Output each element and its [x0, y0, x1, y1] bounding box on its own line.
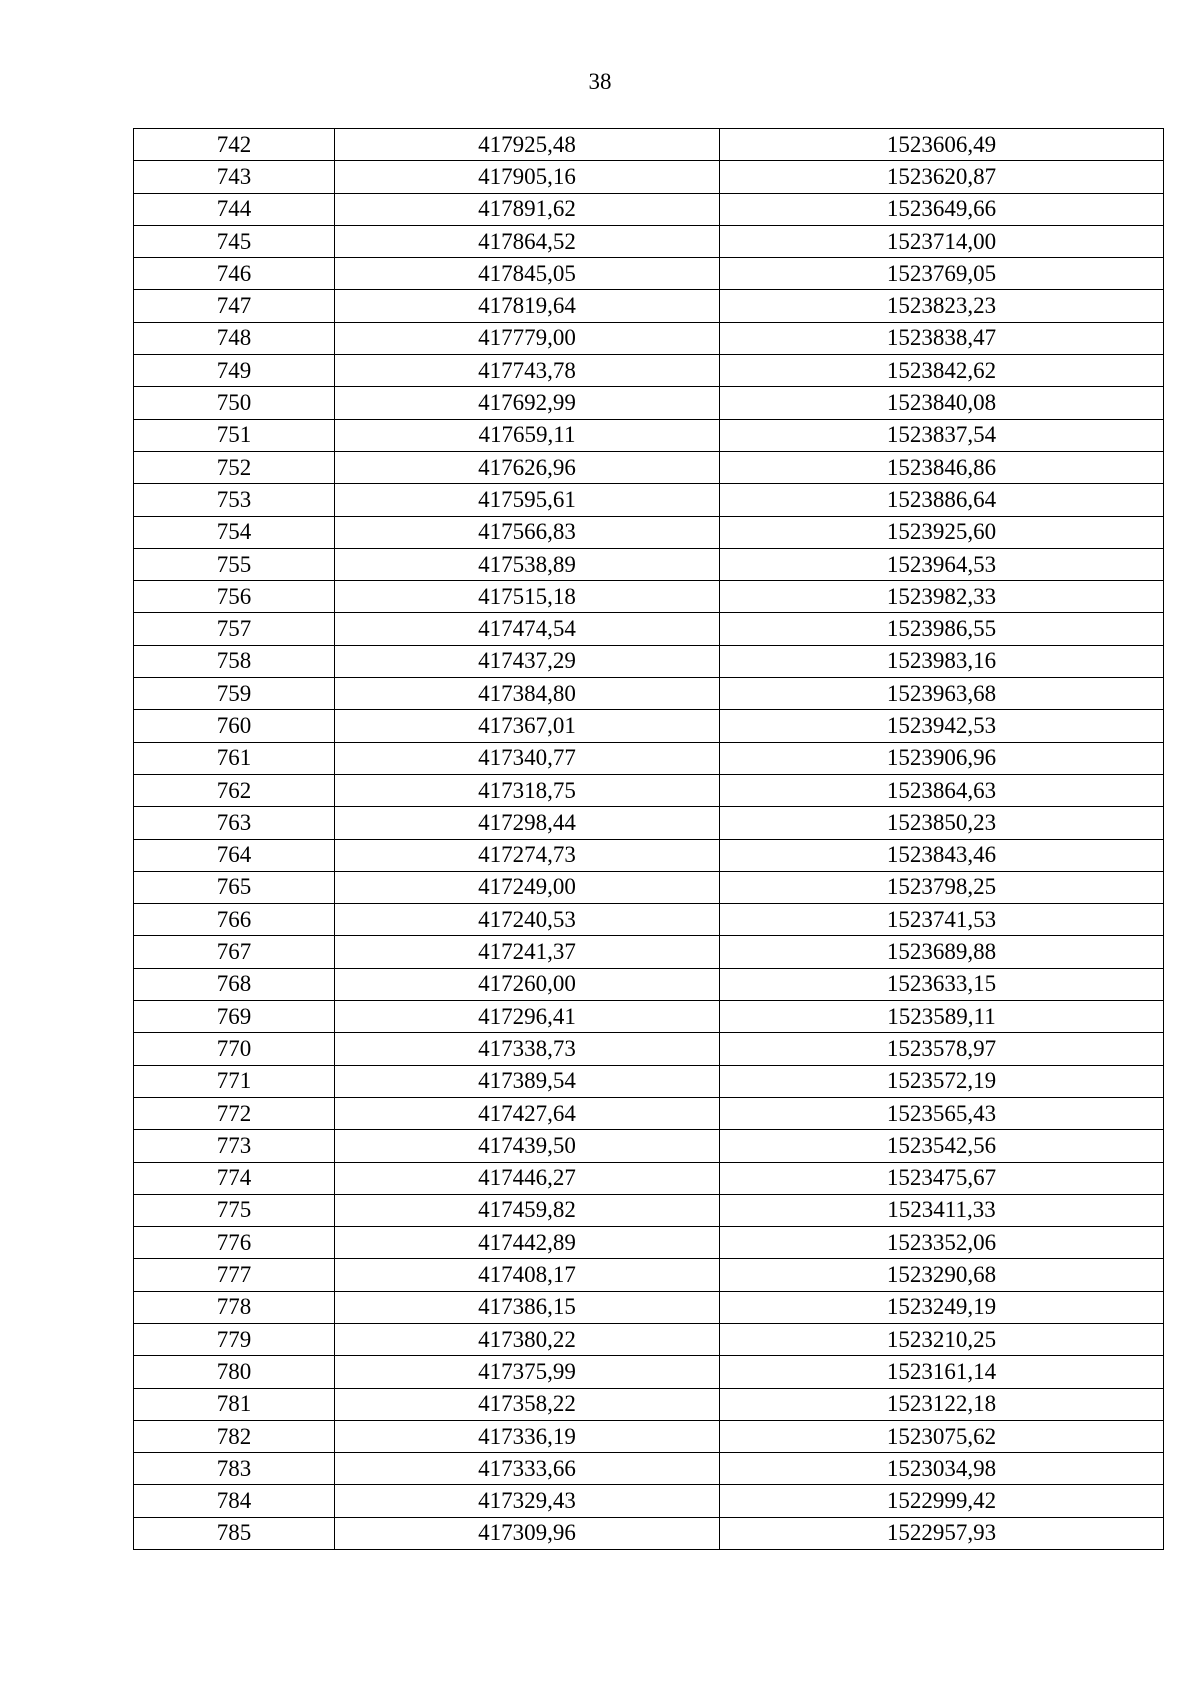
- y-coordinate-cell: 1523886,64: [720, 484, 1164, 516]
- x-coordinate-cell: 417274,73: [335, 839, 720, 871]
- point-number-cell: 773: [134, 1130, 335, 1162]
- table-row: [134, 1194, 1164, 1226]
- y-coordinate-cell: 1522999,42: [720, 1485, 1164, 1517]
- table-row: [134, 161, 1164, 193]
- point-number-cell: 758: [134, 645, 335, 677]
- x-coordinate-cell: 417446,27: [335, 1162, 720, 1194]
- x-coordinate-cell: 417296,41: [335, 1001, 720, 1033]
- table-row: [134, 484, 1164, 516]
- table-row: [134, 258, 1164, 290]
- point-number-cell: 749: [134, 355, 335, 387]
- y-coordinate-cell: 1523838,47: [720, 322, 1164, 354]
- table-row: [134, 387, 1164, 419]
- point-number-cell: 771: [134, 1065, 335, 1097]
- coordinates-table: [133, 128, 1164, 1550]
- table-row: [134, 1517, 1164, 1549]
- x-coordinate-cell: 417845,05: [335, 258, 720, 290]
- y-coordinate-cell: 1523620,87: [720, 161, 1164, 193]
- point-number-cell: 742: [134, 129, 335, 161]
- y-coordinate-cell: 1523589,11: [720, 1001, 1164, 1033]
- x-coordinate-cell: 417333,66: [335, 1453, 720, 1485]
- point-number-cell: 761: [134, 742, 335, 774]
- table-row: [134, 710, 1164, 742]
- table-row: [134, 1065, 1164, 1097]
- table-row: [134, 419, 1164, 451]
- x-coordinate-cell: 417298,44: [335, 807, 720, 839]
- y-coordinate-cell: 1523823,23: [720, 290, 1164, 322]
- y-coordinate-cell: 1523210,25: [720, 1323, 1164, 1355]
- x-coordinate-cell: 417384,80: [335, 678, 720, 710]
- point-number-cell: 756: [134, 581, 335, 613]
- point-number-cell: 744: [134, 193, 335, 225]
- point-number-cell: 764: [134, 839, 335, 871]
- y-coordinate-cell: 1523649,66: [720, 193, 1164, 225]
- point-number-cell: 785: [134, 1517, 335, 1549]
- y-coordinate-cell: 1523714,00: [720, 225, 1164, 257]
- table-row: [134, 1323, 1164, 1355]
- table-row: [134, 1291, 1164, 1323]
- y-coordinate-cell: 1523798,25: [720, 871, 1164, 903]
- y-coordinate-cell: 1523837,54: [720, 419, 1164, 451]
- point-number-cell: 745: [134, 225, 335, 257]
- y-coordinate-cell: 1523352,06: [720, 1227, 1164, 1259]
- x-coordinate-cell: 417249,00: [335, 871, 720, 903]
- x-coordinate-cell: 417367,01: [335, 710, 720, 742]
- y-coordinate-cell: 1523122,18: [720, 1388, 1164, 1420]
- table-row: [134, 1001, 1164, 1033]
- y-coordinate-cell: 1523906,96: [720, 742, 1164, 774]
- point-number-cell: 762: [134, 774, 335, 806]
- point-number-cell: 769: [134, 1001, 335, 1033]
- y-coordinate-cell: 1523411,33: [720, 1194, 1164, 1226]
- point-number-cell: 759: [134, 678, 335, 710]
- x-coordinate-cell: 417595,61: [335, 484, 720, 516]
- x-coordinate-cell: 417819,64: [335, 290, 720, 322]
- table-row: [134, 581, 1164, 613]
- page-number: 38: [588, 69, 612, 94]
- point-number-cell: 772: [134, 1097, 335, 1129]
- point-number-cell: 753: [134, 484, 335, 516]
- point-number-cell: 760: [134, 710, 335, 742]
- x-coordinate-cell: 417474,54: [335, 613, 720, 645]
- x-coordinate-cell: 417459,82: [335, 1194, 720, 1226]
- table-row: [134, 871, 1164, 903]
- y-coordinate-cell: 1523942,53: [720, 710, 1164, 742]
- x-coordinate-cell: 417408,17: [335, 1259, 720, 1291]
- x-coordinate-cell: 417338,73: [335, 1033, 720, 1065]
- table-row: [134, 1259, 1164, 1291]
- y-coordinate-cell: 1523842,62: [720, 355, 1164, 387]
- table-row: [134, 355, 1164, 387]
- y-coordinate-cell: 1523983,16: [720, 645, 1164, 677]
- table-row: [134, 129, 1164, 161]
- point-number-cell: 768: [134, 968, 335, 1000]
- y-coordinate-cell: 1523769,05: [720, 258, 1164, 290]
- table-row: [134, 193, 1164, 225]
- y-coordinate-cell: 1522957,93: [720, 1517, 1164, 1549]
- point-number-cell: 784: [134, 1485, 335, 1517]
- x-coordinate-cell: 417515,18: [335, 581, 720, 613]
- x-coordinate-cell: 417891,62: [335, 193, 720, 225]
- x-coordinate-cell: 417779,00: [335, 322, 720, 354]
- y-coordinate-cell: 1523249,19: [720, 1291, 1164, 1323]
- x-coordinate-cell: 417260,00: [335, 968, 720, 1000]
- point-number-cell: 748: [134, 322, 335, 354]
- y-coordinate-cell: 1523840,08: [720, 387, 1164, 419]
- point-number-cell: 774: [134, 1162, 335, 1194]
- point-number-cell: 777: [134, 1259, 335, 1291]
- x-coordinate-cell: 417442,89: [335, 1227, 720, 1259]
- x-coordinate-cell: 417389,54: [335, 1065, 720, 1097]
- y-coordinate-cell: 1523542,56: [720, 1130, 1164, 1162]
- y-coordinate-cell: 1523741,53: [720, 904, 1164, 936]
- point-number-cell: 751: [134, 419, 335, 451]
- point-number-cell: 752: [134, 451, 335, 483]
- point-number-cell: 775: [134, 1194, 335, 1226]
- coordinates-table-body: [134, 129, 1164, 1550]
- point-number-cell: 783: [134, 1453, 335, 1485]
- y-coordinate-cell: 1523986,55: [720, 613, 1164, 645]
- point-number-cell: 754: [134, 516, 335, 548]
- point-number-cell: 780: [134, 1356, 335, 1388]
- table-row: [134, 1033, 1164, 1065]
- x-coordinate-cell: 417626,96: [335, 451, 720, 483]
- x-coordinate-cell: 417329,43: [335, 1485, 720, 1517]
- table-row: [134, 516, 1164, 548]
- table-row: [134, 613, 1164, 645]
- x-coordinate-cell: 417692,99: [335, 387, 720, 419]
- point-number-cell: 765: [134, 871, 335, 903]
- x-coordinate-cell: 417318,75: [335, 774, 720, 806]
- point-number-cell: 767: [134, 936, 335, 968]
- x-coordinate-cell: 417336,19: [335, 1420, 720, 1452]
- point-number-cell: 757: [134, 613, 335, 645]
- y-coordinate-cell: 1523578,97: [720, 1033, 1164, 1065]
- table-row: [134, 548, 1164, 580]
- y-coordinate-cell: 1523982,33: [720, 581, 1164, 613]
- table-row: [134, 1356, 1164, 1388]
- table-row: [134, 1162, 1164, 1194]
- point-number-cell: 743: [134, 161, 335, 193]
- table-row: [134, 225, 1164, 257]
- y-coordinate-cell: 1523075,62: [720, 1420, 1164, 1452]
- x-coordinate-cell: 417380,22: [335, 1323, 720, 1355]
- y-coordinate-cell: 1523846,86: [720, 451, 1164, 483]
- table-row: [134, 904, 1164, 936]
- y-coordinate-cell: 1523565,43: [720, 1097, 1164, 1129]
- y-coordinate-cell: 1523572,19: [720, 1065, 1164, 1097]
- table-row: [134, 1388, 1164, 1420]
- table-row: [134, 839, 1164, 871]
- x-coordinate-cell: 417905,16: [335, 161, 720, 193]
- y-coordinate-cell: 1523475,67: [720, 1162, 1164, 1194]
- point-number-cell: 763: [134, 807, 335, 839]
- y-coordinate-cell: 1523689,88: [720, 936, 1164, 968]
- x-coordinate-cell: 417241,37: [335, 936, 720, 968]
- table-row: [134, 1130, 1164, 1162]
- table-row: [134, 774, 1164, 806]
- point-number-cell: 747: [134, 290, 335, 322]
- x-coordinate-cell: 417437,29: [335, 645, 720, 677]
- x-coordinate-cell: 417309,96: [335, 1517, 720, 1549]
- x-coordinate-cell: 417743,78: [335, 355, 720, 387]
- y-coordinate-cell: 1523850,23: [720, 807, 1164, 839]
- table-row: [134, 807, 1164, 839]
- table-row: [134, 678, 1164, 710]
- x-coordinate-cell: 417864,52: [335, 225, 720, 257]
- y-coordinate-cell: 1523843,46: [720, 839, 1164, 871]
- x-coordinate-cell: 417439,50: [335, 1130, 720, 1162]
- point-number-cell: 766: [134, 904, 335, 936]
- table-row: [134, 1453, 1164, 1485]
- table-row: [134, 290, 1164, 322]
- y-coordinate-cell: 1523964,53: [720, 548, 1164, 580]
- table-row: [134, 936, 1164, 968]
- table-row: [134, 322, 1164, 354]
- point-number-cell: 782: [134, 1420, 335, 1452]
- y-coordinate-cell: 1523925,60: [720, 516, 1164, 548]
- table-row: [134, 1227, 1164, 1259]
- x-coordinate-cell: 417566,83: [335, 516, 720, 548]
- point-number-cell: 779: [134, 1323, 335, 1355]
- table-row: [134, 742, 1164, 774]
- point-number-cell: 746: [134, 258, 335, 290]
- table-row: [134, 645, 1164, 677]
- table-row: [134, 451, 1164, 483]
- y-coordinate-cell: 1523034,98: [720, 1453, 1164, 1485]
- point-number-cell: 750: [134, 387, 335, 419]
- y-coordinate-cell: 1523963,68: [720, 678, 1164, 710]
- table-row: [134, 1485, 1164, 1517]
- point-number-cell: 778: [134, 1291, 335, 1323]
- point-number-cell: 776: [134, 1227, 335, 1259]
- y-coordinate-cell: 1523290,68: [720, 1259, 1164, 1291]
- x-coordinate-cell: 417659,11: [335, 419, 720, 451]
- table-row: [134, 968, 1164, 1000]
- y-coordinate-cell: 1523864,63: [720, 774, 1164, 806]
- x-coordinate-cell: 417340,77: [335, 742, 720, 774]
- x-coordinate-cell: 417538,89: [335, 548, 720, 580]
- x-coordinate-cell: 417427,64: [335, 1097, 720, 1129]
- x-coordinate-cell: 417386,15: [335, 1291, 720, 1323]
- point-number-cell: 770: [134, 1033, 335, 1065]
- y-coordinate-cell: 1523633,15: [720, 968, 1164, 1000]
- table-row: [134, 1097, 1164, 1129]
- x-coordinate-cell: 417358,22: [335, 1388, 720, 1420]
- x-coordinate-cell: 417375,99: [335, 1356, 720, 1388]
- point-number-cell: 755: [134, 548, 335, 580]
- x-coordinate-cell: 417925,48: [335, 129, 720, 161]
- table-row: [134, 1420, 1164, 1452]
- y-coordinate-cell: 1523161,14: [720, 1356, 1164, 1388]
- point-number-cell: 781: [134, 1388, 335, 1420]
- x-coordinate-cell: 417240,53: [335, 904, 720, 936]
- y-coordinate-cell: 1523606,49: [720, 129, 1164, 161]
